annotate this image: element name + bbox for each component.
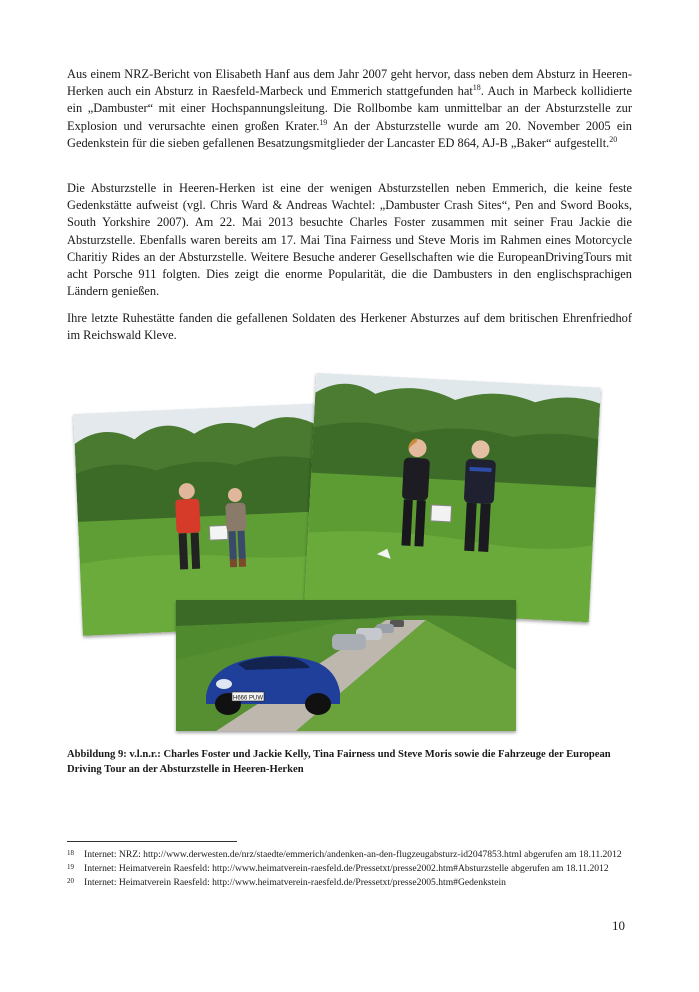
footnote-20 [67, 876, 637, 889]
paragraph-1-text-c: An der Absturzstelle wurde am 20. November 2005 ein Gedenkstein für die sieben gefallenen Besatzungsmitglieder der Lancaster ED 864, AJ-B „Baker“ aufgestellt. [67, 118, 632, 150]
footnote-number: 18 [67, 849, 74, 857]
footnote-number: 20 [67, 877, 74, 885]
footnote-text[interactable]: Internet: Heimatverein Raesfeld: http://www.heimatverein-raesfeld.de/Pressetxt/presse2005.htm#Gedenkstein [84, 877, 506, 888]
footnote-number: 19 [67, 863, 74, 871]
paragraph-1-text-b: . Auch in Marbeck kollidierte ein „Dambuster“ mit einer Hochspannungsleitung. Die Rollbombe kam unmittelbar an der Absturzstelle zur Explosion und verursachte einen großen Krater. [67, 84, 632, 133]
photo-fairness-moris [304, 373, 601, 623]
paragraph-2: Die Absturzstelle in Heeren-Herken ist eine der wenigen Absturzstellen neben Emmerich, die keine feste Gedenkstätte aufweist (vgl. Chris Ward & Andreas Wachtel: „Dambuster Crash Sites“, Pen and Sword Books, South Yorkshire 2007). Am 22. Mai 2013 besuchte Charles Foster zusammen mit seiner Frau Jackie die Absturzstelle. Ebenfalls waren bereits am 17. Mai Tina Fairness und Steve Moris im Rahmen eines Motorcycle Charitiy Rides an der Absturzstelle. Weitere Besuche anderer Gesellschaften wie die EuropeanDrivingTours mit acht Porsche 911 folgten. Dies zeigt die enorme Popularität, die die Dambusters in den englischsprachigen Ländern genießen. [67, 181, 632, 299]
photo-porsche-convoy [176, 600, 516, 731]
paragraph-3: Ihre letzte Ruhestätte fanden die gefallenen Soldaten des Herkener Absturzes auf dem britischen Ehrenfriedhof im Reichswald Kleve. [67, 311, 632, 343]
footnote-18 [67, 848, 637, 861]
paragraph-1-text-a: Aus einem NRZ-Bericht von Elisabeth Hanf aus dem Jahr 2007 geht hervor, dass neben dem Absturz in Heeren-Herken auch ein Absturz in Raesfeld-Marbeck und Emmerich stattgefunden hat [67, 67, 632, 99]
paragraph-1 [67, 66, 632, 152]
footnote-ref-18[interactable]: 18 [472, 83, 481, 93]
footnote-text[interactable]: Internet: NRZ: http://www.derwesten.de/nrz/staedte/emmerich/andenken-an-den-flugzeugabsturz-id2047853.html abgerufen am 18.11.2012 [84, 849, 622, 860]
license-plate: H666 PUW [232, 695, 264, 702]
footnote-19 [67, 862, 637, 875]
figure-caption: Abbildung 9: v.l.n.r.: Charles Foster und Jackie Kelly, Tina Fairness und Steve Moris sowie die Fahrzeuge der European Driving Tour an der Absturzstelle in Heeren-Herken [67, 749, 611, 775]
page-number: 10 [612, 918, 625, 933]
photo-collage [60, 360, 640, 740]
footnote-ref-19[interactable]: 19 [319, 117, 328, 127]
footnote-separator [67, 841, 237, 842]
footnotes [67, 848, 637, 890]
footnote-ref-20[interactable]: 20 [609, 134, 618, 144]
footnote-text[interactable]: Internet: Heimatverein Raesfeld: http://www.heimatverein-raesfeld.de/Pressetxt/presse2002.htm#Absturzstelle abgerufen am 18.11.2012 [84, 863, 609, 874]
